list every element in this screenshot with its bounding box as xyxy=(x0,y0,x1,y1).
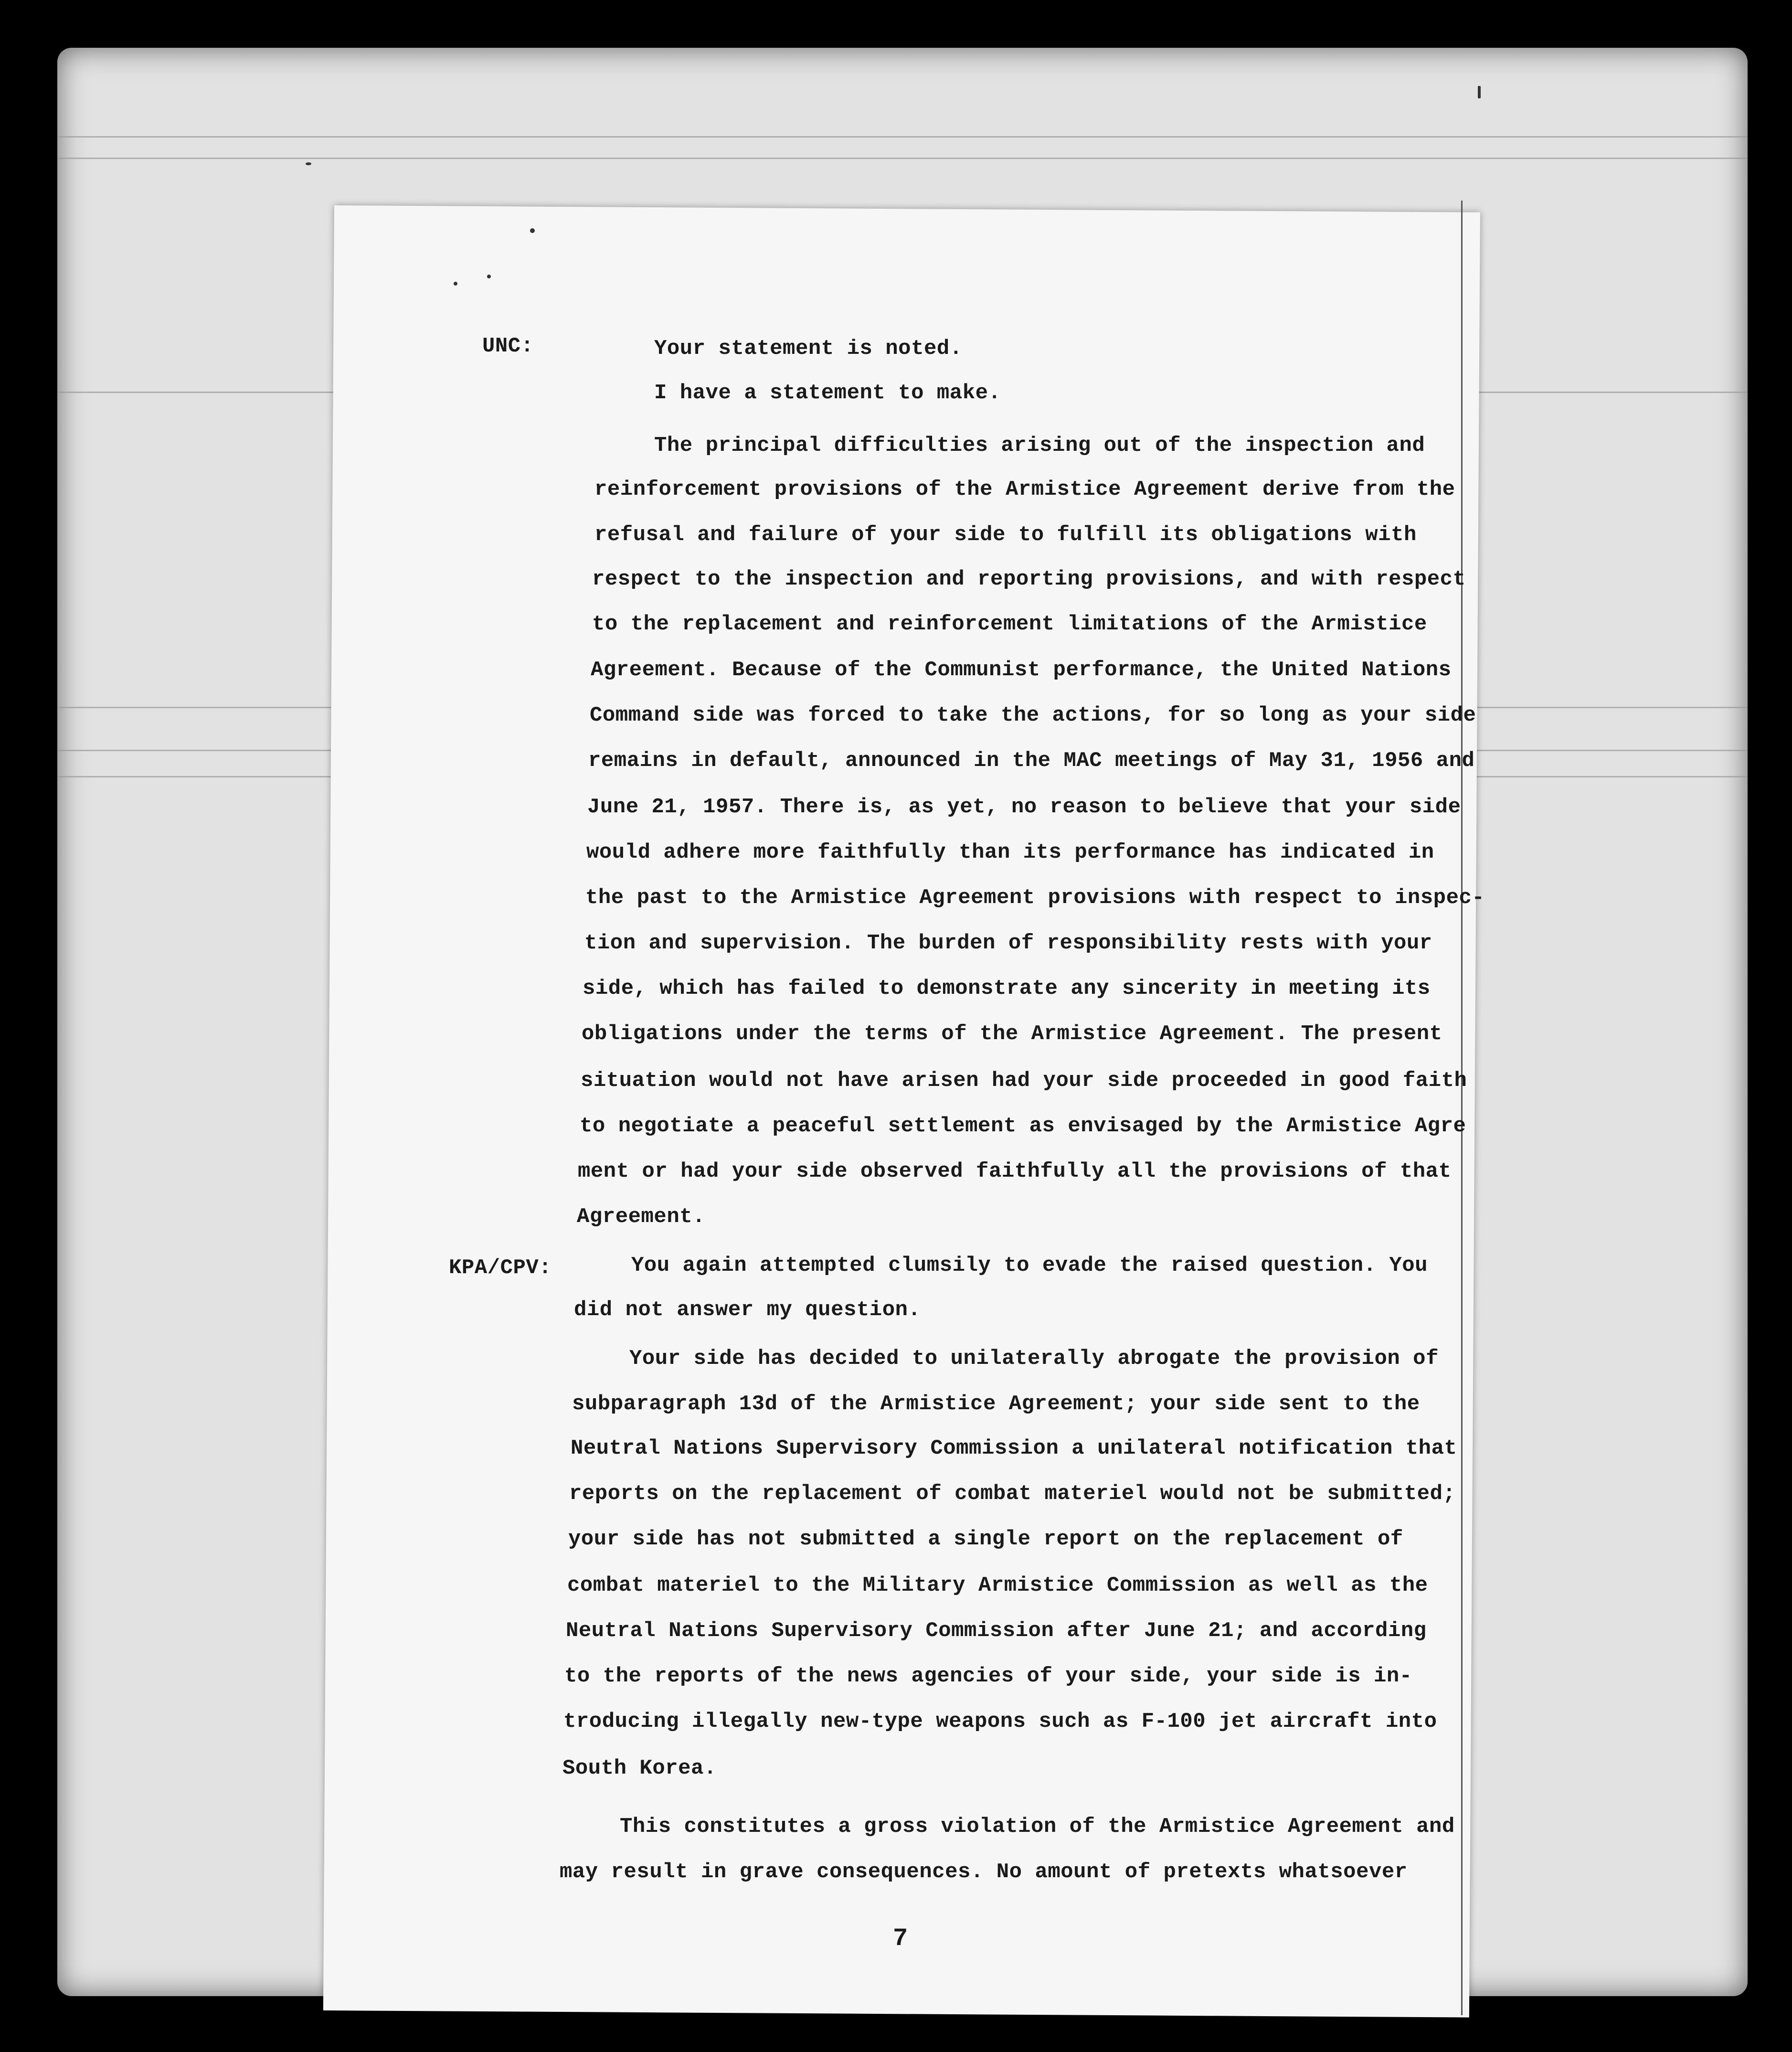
text-line: respect to the inspection and reporting provisions, and with respect xyxy=(592,567,1466,591)
text-line: obligations under the terms of the Armistice Agreement. The present xyxy=(582,1022,1442,1046)
dust-speck xyxy=(306,162,311,165)
text-line: Command side was forced to take the actions, for so long as your side xyxy=(590,703,1476,727)
text-line: Your statement is noted. xyxy=(654,337,963,361)
text-line: You again attempted clumsily to evade the raised question. You xyxy=(631,1254,1428,1277)
text-line: troducing illegally new-type weapons such as F-100 jet aircraft into xyxy=(563,1710,1437,1733)
text-line: reports on the replacement of combat materiel would not be submitted; xyxy=(569,1482,1456,1506)
text-line: the past to the Armistice Agreement provisions with respect to inspec- xyxy=(585,886,1485,910)
text-line: This constitutes a gross violation of the Armistice Agreement and xyxy=(620,1815,1455,1839)
scan-line xyxy=(57,158,1748,159)
text-line: refusal and failure of your side to fulfill its obligations with xyxy=(594,523,1417,547)
text-line: to the reports of the news agencies of your side, your side is in- xyxy=(564,1664,1412,1688)
text-line: Agreement. Because of the Communist performance, the United Nations xyxy=(591,658,1452,682)
page-edge xyxy=(1461,201,1463,2015)
text-line: would adhere more faithfully than its performance has indicated in xyxy=(586,840,1434,864)
text-line: Neutral Nations Supervisory Commission after June 21; and according xyxy=(566,1619,1427,1643)
text-line: subparagraph 13d of the Armistice Agreement; your side sent to the xyxy=(572,1392,1420,1416)
text-line: tion and supervision. The burden of responsibility rests with your xyxy=(584,931,1432,955)
speaker-label: KPA/CPV: xyxy=(449,1256,552,1280)
text-line: I have a statement to make. xyxy=(654,381,1001,405)
text-line: may result in grave consequences. No amount of pretexts whatsoever xyxy=(560,1860,1408,1884)
speaker-label: UNC: xyxy=(482,334,534,358)
text-line: combat materiel to the Military Armistice Commission as well as the xyxy=(567,1574,1428,1597)
text-line: to negotiate a peaceful settlement as envisaged by the Armistice Agre xyxy=(580,1114,1466,1138)
page-number: 7 xyxy=(893,1924,908,1953)
dust-speck xyxy=(487,275,491,278)
text-line: The principal difficulties arising out of the inspection and xyxy=(654,434,1425,457)
text-line: South Korea. xyxy=(562,1756,717,1780)
scan-line xyxy=(57,136,1748,138)
text-line: to the replacement and reinforcement limitations of the Armistice xyxy=(592,612,1427,636)
text-line: Neutral Nations Supervisory Commission a unilateral notification that xyxy=(571,1436,1457,1460)
text-line: Agreement. xyxy=(577,1205,706,1229)
dust-speck xyxy=(1478,86,1481,98)
text-line: side, which has failed to demonstrate any sincerity in meeting its xyxy=(583,977,1431,1000)
text-line: reinforcement provisions of the Armistice Agreement derive from the xyxy=(594,478,1455,501)
text-line: June 21, 1957. There is, as yet, no reason to believe that your side xyxy=(587,795,1461,819)
text-line: did not answer my question. xyxy=(574,1298,921,1322)
text-line: your side has not submitted a single report on the replacement of xyxy=(568,1527,1403,1551)
dust-speck xyxy=(454,282,457,286)
text-line: ment or had your side observed faithfully all the provisions of that xyxy=(578,1159,1452,1183)
dust-speck xyxy=(530,228,535,233)
text-line: remains in default, announced in the MAC meetings of May 31, 1956 and xyxy=(588,749,1475,773)
text-line: situation would not have arisen had your side proceeded in good faith xyxy=(581,1069,1467,1093)
text-line: Your side has decided to unilaterally abrogate the provision of xyxy=(629,1347,1439,1371)
